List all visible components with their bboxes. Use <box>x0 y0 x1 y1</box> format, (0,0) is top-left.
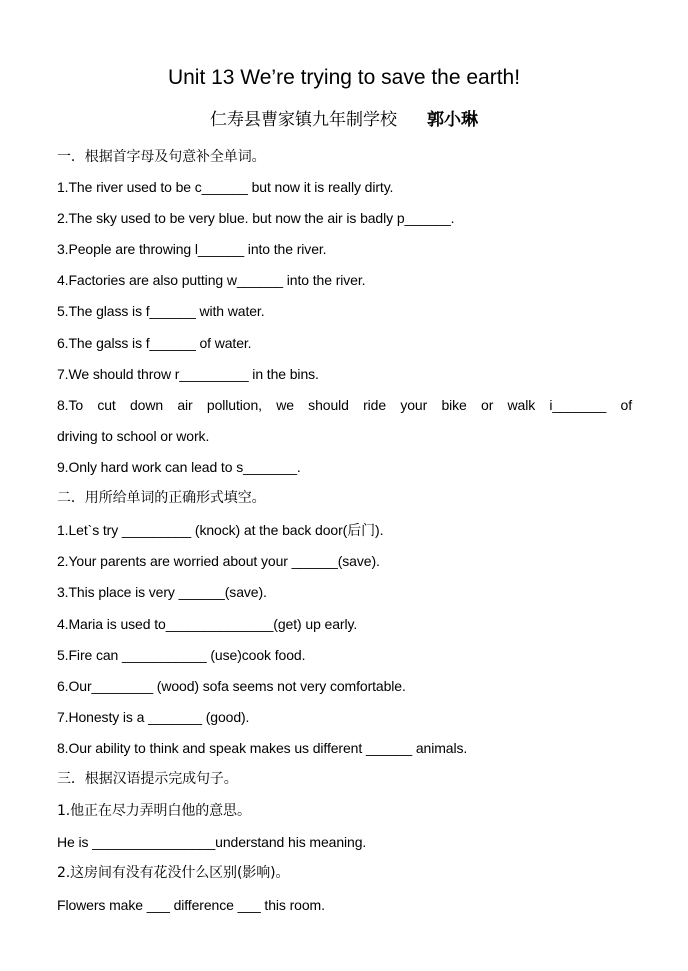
section-1-item: 6.The galss is f______ of water. <box>57 335 252 351</box>
section-2-item: 4.Maria is used to______________(get) up early. <box>57 616 358 632</box>
section-1-item: 4.Factories are also putting w______ into the river. <box>57 272 366 288</box>
section-3-heading: 三．根据汉语提示完成句子。 <box>57 771 238 787</box>
section-2-item: 3.This place is very ______(save). <box>57 584 267 600</box>
section-3-prompt: 1.他正在尽力弄明白他的意思。 <box>57 803 251 819</box>
section-1-item: 5.The glass is f______ with water. <box>57 303 265 319</box>
section-1-item-continued: driving to school or work. <box>57 428 210 444</box>
section-1-heading: 一．根据首字母及句意补全单词。 <box>57 149 266 165</box>
section-2-item: 1.Let`s try _________ (knock) at the back door(后门). <box>57 522 384 538</box>
section-2-item: 6.Our________ (wood) sofa seems not very comfortable. <box>57 678 406 694</box>
section-3-item: He is ________________understand his meaning. <box>57 834 367 850</box>
section-2-item: 7.Honesty is a _______ (good). <box>57 709 250 725</box>
section-1-item: 7.We should throw r_________ in the bins. <box>57 366 319 382</box>
section-3-item: Flowers make ___ difference ___ this room. <box>57 897 325 913</box>
school-author-line <box>0 108 688 132</box>
section-3-prompt: 2.这房间有没有花没什么区别(影响)。 <box>57 865 290 881</box>
section-1-item: 8.To cut down air pollution, we should ride your bike or walk i_______ of <box>57 397 632 413</box>
section-1-item: 1.The river used to be c______ but now it is really dirty. <box>57 179 394 195</box>
section-2-item: 2.Your parents are worried about your ______(save). <box>57 553 380 569</box>
school-name: 仁寿县曹家镇九年制学校 <box>210 110 397 130</box>
worksheet-title: Unit 13 We’re trying to save the earth! <box>167 66 521 89</box>
author-name: 郭小琳 <box>427 110 478 130</box>
section-2-item: 8.Our ability to think and speak makes us different ______ animals. <box>57 740 468 756</box>
section-1-item: 9.Only hard work can lead to s_______. <box>57 459 301 475</box>
section-2-heading: 二．用所给单词的正确形式填空。 <box>57 490 266 506</box>
section-1-item: 2.The sky used to be very blue. but now the air is badly p______. <box>57 210 455 226</box>
section-1-item: 3.People are throwing l______ into the river. <box>57 241 327 257</box>
section-2-item: 5.Fire can ___________ (use)cook food. <box>57 647 306 663</box>
